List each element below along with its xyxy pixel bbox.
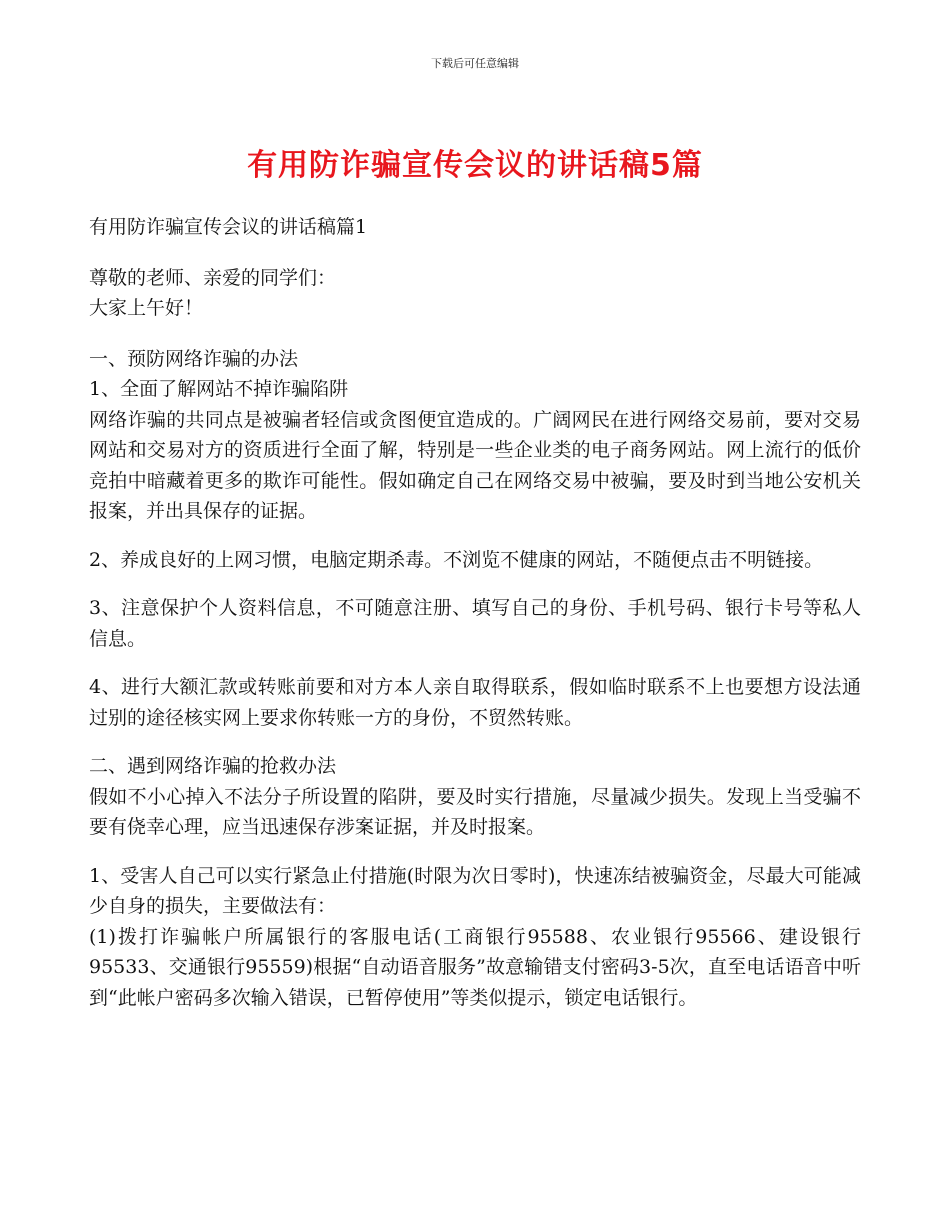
greeting: 大家上午好！ bbox=[89, 297, 204, 319]
paragraph: 4、进行大额汇款或转账前要和对方本人亲自取得联系，假如临时联系不上也要想方设法通过别的途径核实网上要求你转账一方的身份，不贸然转账。 bbox=[89, 676, 861, 729]
document-title: 有用防诈骗宣传会议的讲话稿5篇 bbox=[247, 148, 703, 183]
section-heading: 有用防诈骗宣传会议的讲话稿篇1 bbox=[89, 216, 368, 238]
paragraph: 假如不小心掉入不法分子所设置的陷阱，要及时实行措施，尽量减少损失。发现上当受骗不要有侥幸心理，应当迅速保存涉案证据，并及时报案。 bbox=[89, 785, 861, 838]
salutation: 尊敬的老师、亲爱的同学们： bbox=[89, 266, 337, 289]
paragraph: 1、受害人自己可以实行紧急止付措施(时限为次日零时)，快速冻结被骗资金，尽最大可能减少自身的损失，主要做法有： bbox=[89, 864, 861, 917]
paragraph: 2、养成良好的上网习惯，电脑定期杀毒。不浏览不健康的网站，不随便点击不明链接。 bbox=[89, 548, 824, 571]
header-note: 下载后可任意编辑 bbox=[431, 57, 519, 70]
subheading: 二、遇到网络诈骗的抢救办法 bbox=[89, 755, 337, 777]
document-body bbox=[89, 212, 861, 1013]
paragraph: 网络诈骗的共同点是被骗者轻信或贪图便宜造成的。广阔网民在进行网络交易前，要对交易网站和交易对方的资质进行全面了解，特别是一些企业类的电子商务网站。网上流行的低价竞拍中暗藏着更多的欺诈可能性。假如确定自己在网络交易中被骗，要及时到当地公安机关报案，并出具保存的证据。 bbox=[89, 408, 861, 522]
subheading: 1、全面了解网站不掉诈骗陷阱 bbox=[89, 378, 349, 400]
paragraph: 3、注意保护个人资料信息，不可随意注册、填写自己的身份、手机号码、银行卡号等私人信息。 bbox=[89, 597, 861, 650]
paragraph: (1)拨打诈骗帐户所属银行的客服电话(工商银行95588、农业银行95566、建设银行95533、交通银行95559)根据“自动语音服务”故意输错支付密码3-5次，直至电话语音中听到“此帐户密码多次输入错误，已暂停使用”等类似提示，锁定电话银行。 bbox=[89, 925, 861, 1009]
subheading: 一、预防网络诈骗的办法 bbox=[89, 347, 299, 370]
